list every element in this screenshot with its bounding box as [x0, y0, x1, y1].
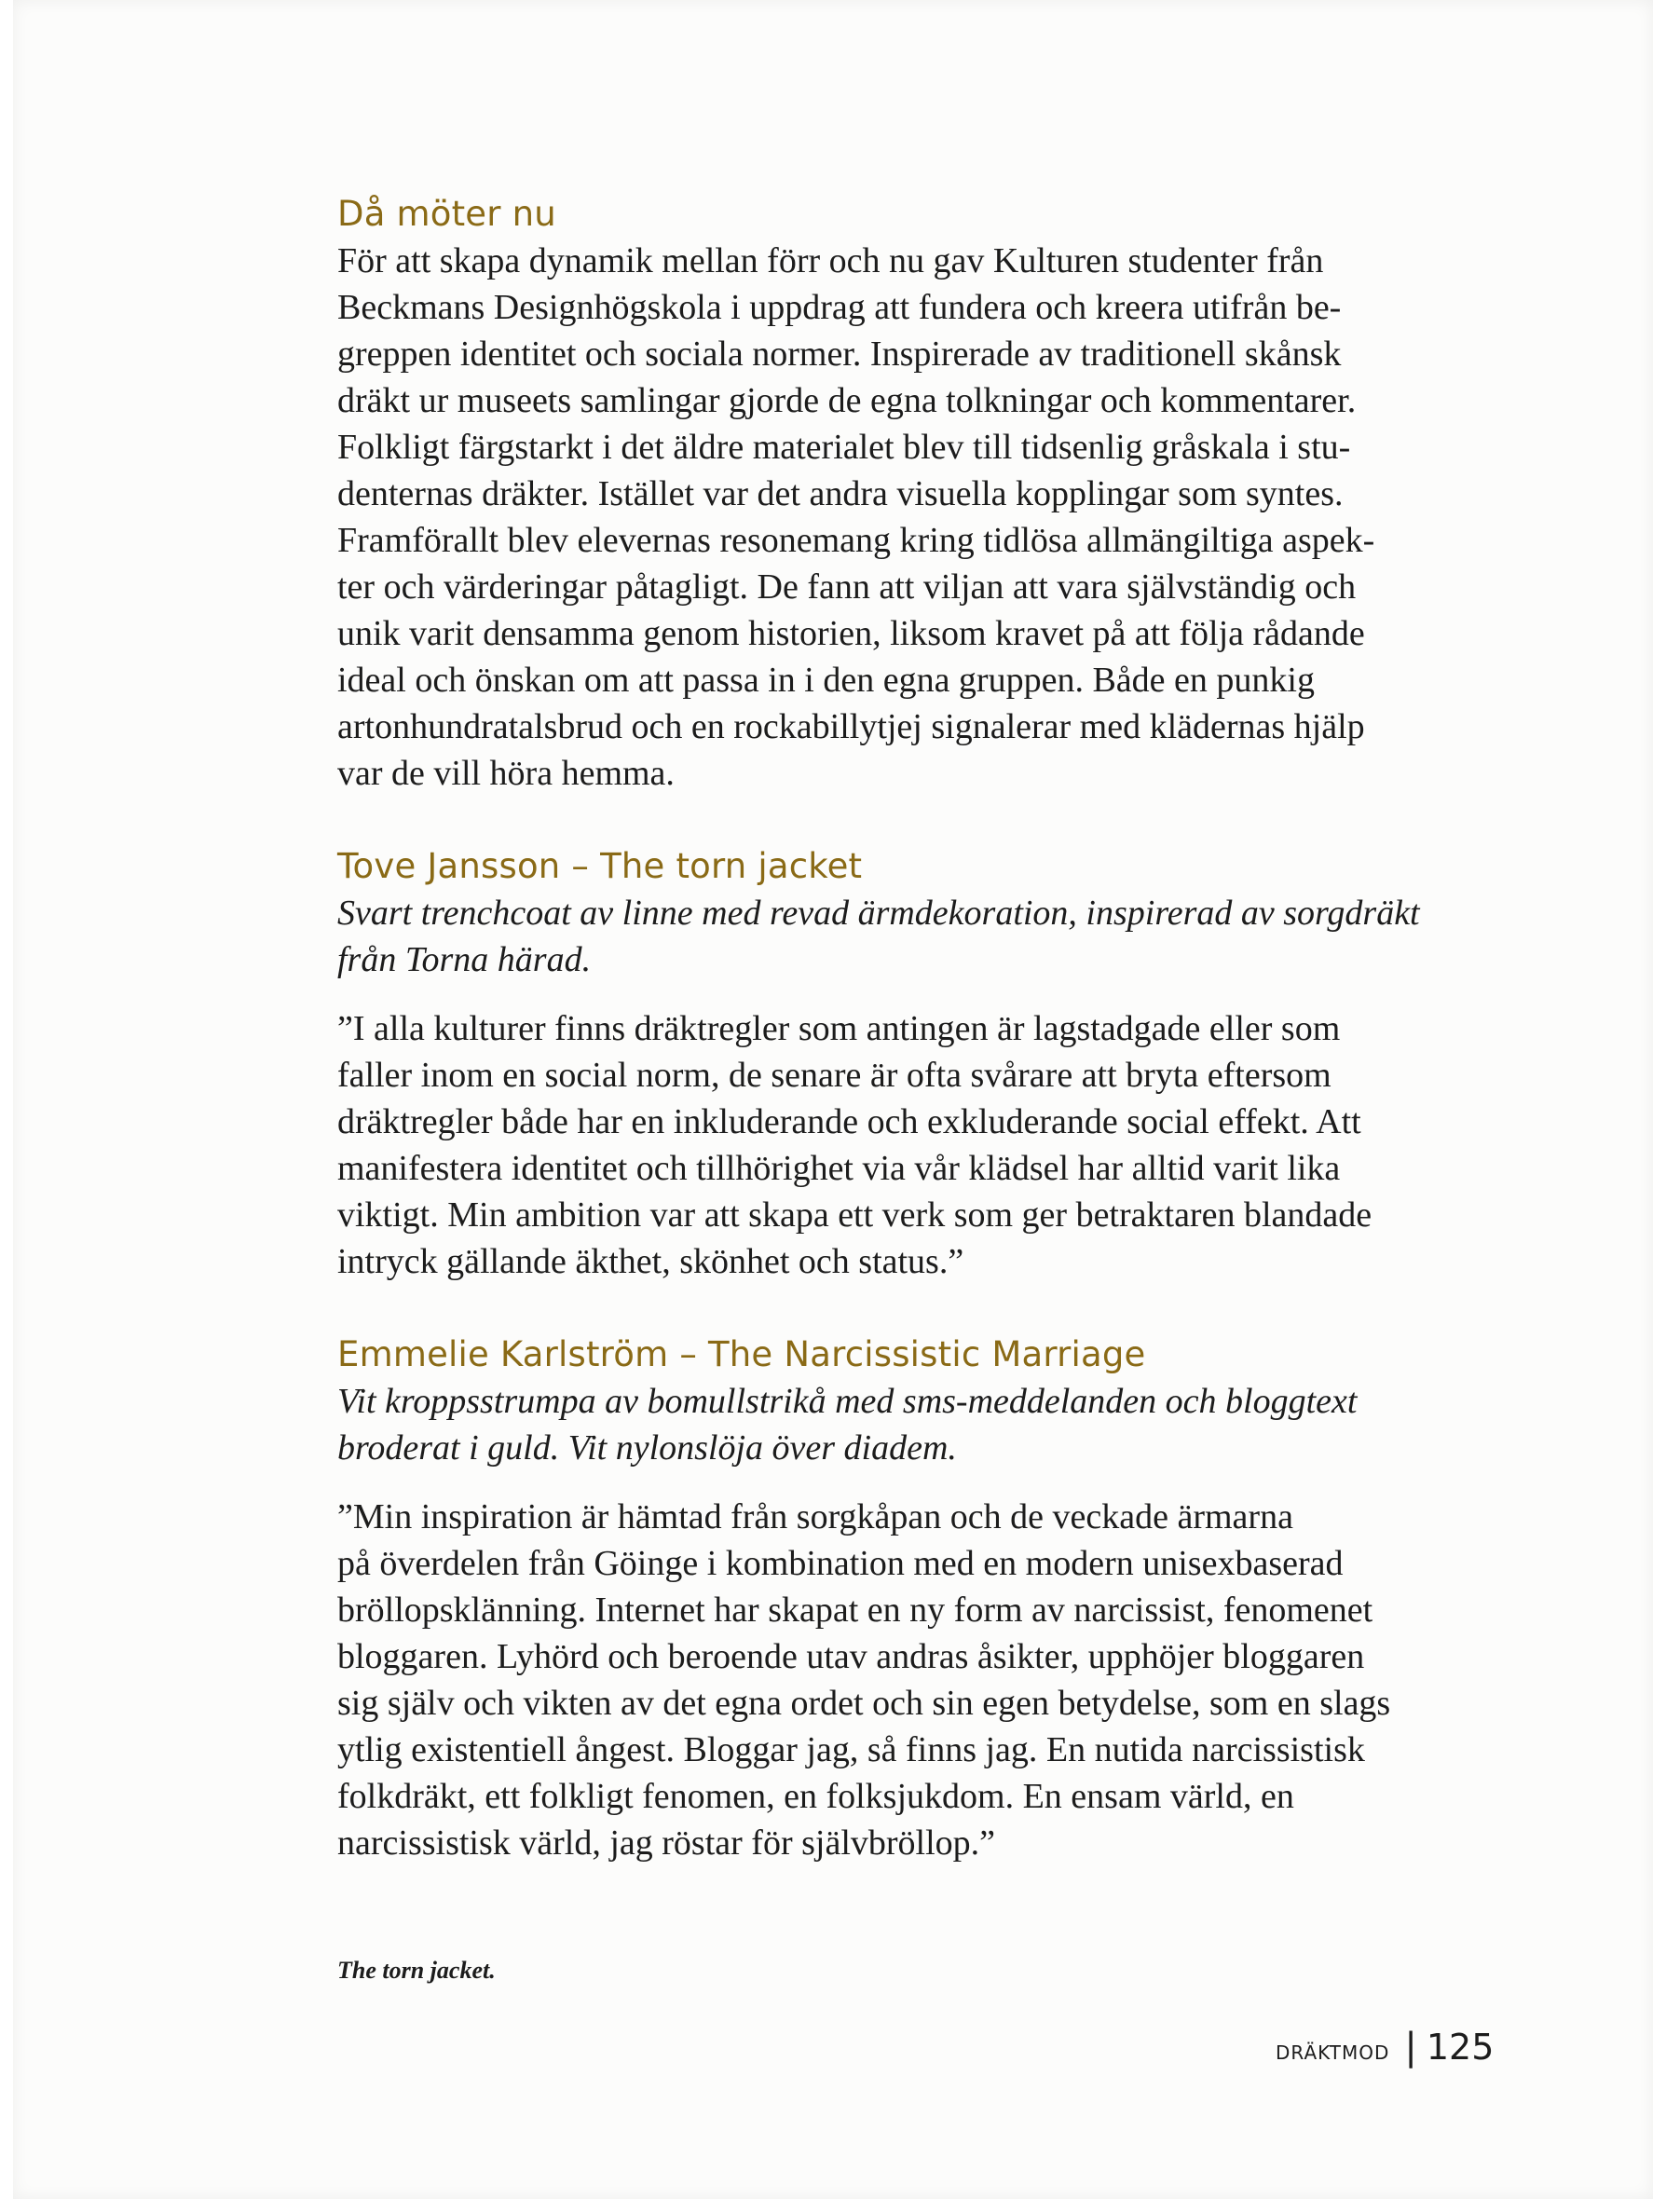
text-line: Beckmans Designhögskola i uppdrag att fundera och kreera utifrån be- [337, 288, 1342, 327]
spacer [337, 983, 1455, 1005]
text-line: Folkligt färgstarkt i det äldre materialet blev till tidsenlig gråskala i stu- [337, 428, 1351, 467]
spacer [337, 1471, 1455, 1494]
text-line: på överdelen från Göinge i kombination med en modern unisexbaserad [337, 1544, 1344, 1583]
page-number: 125 [1426, 2027, 1495, 2068]
text-line: Svart trenchcoat av linne med revad ärmdekoration, inspirerad av sorgdräkt [337, 894, 1420, 933]
page-sheet [13, 0, 1653, 2199]
garment-description [337, 1378, 1455, 1471]
text-line: dräkt ur museets samlingar gjorde de egna tolkningar och kommentarer. [337, 381, 1357, 420]
text-line: från Torna härad. [337, 940, 592, 979]
text-line: Framförallt blev elevernas resonemang kring tidlösa allmängiltiga aspek- [337, 521, 1375, 560]
text-line: narcissistisk värld, jag röstar för självbröllop.” [337, 1823, 996, 1863]
text-line: Vit kroppsstrumpa av bomullstrikå med sms-meddelanden och bloggtext [337, 1382, 1358, 1421]
text-line: manifestera identitet och tillhörighet via vår klädsel har alltid varit lika [337, 1149, 1341, 1188]
text-line: ”Min inspiration är hämtad från sorgkåpan och de veckade ärmarna [337, 1497, 1293, 1536]
section-heading-tove-jansson: Tove Jansson – The torn jacket [337, 846, 863, 886]
designer-quote [337, 1494, 1455, 1866]
text-line: För att skapa dynamik mellan förr och nu gav Kulturen studenter från [337, 241, 1324, 280]
text-line: ter och värderingar påtagligt. De fann att viljan att vara självständig och [337, 567, 1357, 607]
designer-quote [337, 1005, 1455, 1285]
text-line: bloggaren. Lyhörd och beroende utav andras åsikter, upphöjer bloggaren [337, 1637, 1365, 1676]
text-line: folkdräkt, ett folkligt fenomen, en folksjukdom. En ensam värld, en [337, 1777, 1294, 1816]
text-line: var de vill höra hemma. [337, 754, 675, 793]
text-line: ytlig existentiell ångest. Bloggar jag, så finns jag. En nutida narcissistisk [337, 1730, 1365, 1769]
section-heading-da-moter-nu: Då möter nu [337, 194, 556, 234]
text-line: viktigt. Min ambition var att skapa ett verk som ger betraktaren blandade [337, 1195, 1372, 1235]
article-body [337, 191, 1455, 1866]
text-line: greppen identitet och sociala normer. Inspirerade av traditionell skånsk [337, 335, 1342, 374]
intro-paragraph [337, 238, 1455, 797]
text-line: unik varit densamma genom historien, liksom kravet på att följa rådande [337, 614, 1365, 653]
image-caption: The torn jacket. [337, 1957, 496, 1984]
spacer [337, 797, 1455, 843]
page-footer [1276, 2026, 1494, 2069]
text-line: sig själv och vikten av det egna ordet och sin egen betydelse, som en slags [337, 1684, 1391, 1723]
spacer [337, 1285, 1455, 1331]
running-footer-title: DRÄKTMOD [1276, 2041, 1390, 2064]
text-line: dräktregler både har en inkluderande och exkluderande social effekt. Att [337, 1102, 1361, 1141]
footer-separator: | [1404, 2026, 1417, 2069]
text-line: ideal och önskan om att passa in i den egna gruppen. Både en punkig [337, 661, 1315, 700]
garment-description [337, 890, 1455, 983]
text-line: intryck gällande äkthet, skönhet och status.” [337, 1242, 964, 1281]
text-line: broderat i guld. Vit nylonslöja över diadem. [337, 1428, 957, 1468]
text-line: denternas dräkter. Istället var det andra visuella kopplingar som syntes. [337, 474, 1344, 513]
text-line: bröllopsklänning. Internet har skapat en ny form av narcissist, fenomenet [337, 1591, 1373, 1630]
text-line: artonhundratalsbrud och en rockabillytjej signalerar med klädernas hjälp [337, 707, 1365, 746]
text-line: ”I alla kulturer finns dräktregler som antingen är lagstadgade eller som [337, 1009, 1341, 1048]
section-heading-emmelie-karlstrom: Emmelie Karlström – The Narcissistic Marriage [337, 1334, 1146, 1374]
text-line: faller inom en social norm, de senare är ofta svårare att bryta eftersom [337, 1056, 1331, 1095]
